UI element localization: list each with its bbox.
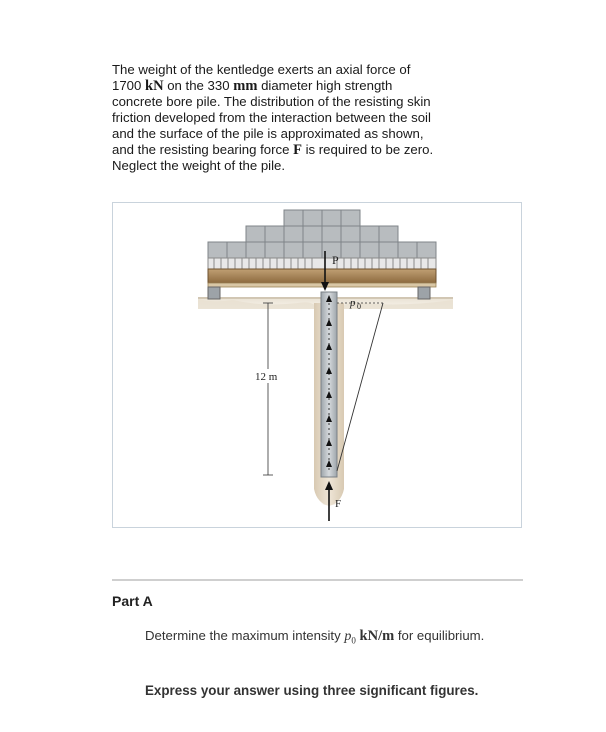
force-F-symbol: F: [293, 142, 302, 158]
timber-beam: [208, 269, 436, 283]
section-divider: [112, 579, 523, 581]
label-length: 12 m: [255, 371, 278, 383]
label-P: P: [332, 253, 339, 267]
part-a-title: Part A: [112, 593, 153, 609]
problem-line-5: and the surface of the pile is approximated as shown,: [112, 126, 424, 141]
label-F: F: [335, 498, 342, 510]
unit-mm: mm: [233, 78, 258, 94]
var-p0: p: [344, 629, 352, 644]
answer-instruction: Express your answer using three significant figures.: [145, 683, 479, 698]
length-dimension: [263, 303, 273, 475]
unit-kn-per-m: kN/m: [359, 628, 395, 644]
problem-line-7: Neglect the weight of the pile.: [112, 158, 286, 173]
joists: [208, 258, 436, 269]
left-support: [208, 287, 220, 299]
part-a-question: Determine the maximum intensity $p_0$ kN/m for equilibrium.: [145, 628, 485, 646]
problem-line-3: concrete bore pile. The distribution of the resisting skin: [112, 94, 431, 109]
svg-text:0: 0: [357, 302, 361, 311]
problem-line-1: The weight of the kentledge exerts an axial force of: [112, 62, 411, 77]
svg-text:p: p: [350, 297, 356, 309]
pile-figure: [112, 202, 522, 528]
right-support: [418, 287, 430, 299]
problem-line-6: and the resisting bearing force F is required to be zero.: [112, 142, 434, 158]
problem-line-2: 1700 kN on the 330 mm diameter high strength: [112, 78, 393, 94]
kentledge-blocks: [208, 210, 436, 258]
unit-kn: kN: [145, 78, 164, 94]
pile-diagram: [113, 203, 523, 529]
problem-line-4: friction developed from the interaction between the soil: [112, 110, 431, 125]
problem-statement: [112, 62, 522, 174]
